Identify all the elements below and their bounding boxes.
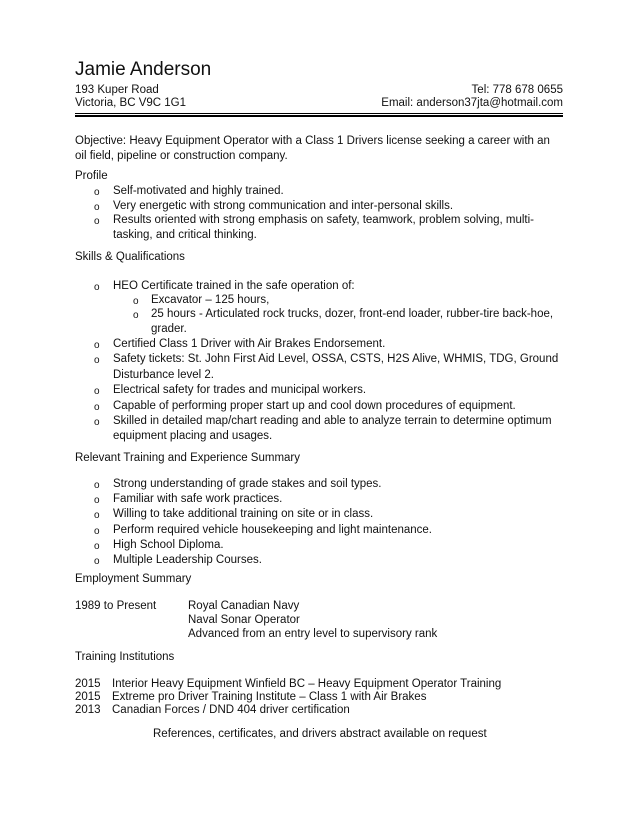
bullet: o: [94, 340, 100, 351]
objective-line-2: oil field, pipeline or construction company.: [75, 150, 288, 162]
bullet: o: [94, 480, 100, 491]
bullet: o: [94, 402, 100, 413]
bullet: o: [94, 282, 100, 293]
employment-employer: Royal Canadian Navy: [188, 600, 300, 612]
bullet: o: [94, 386, 100, 397]
training-item: Familiar with safe work practices.: [113, 493, 283, 505]
skill-electrical: Electrical safety for trades and municipal workers.: [113, 384, 367, 396]
objective-line-1: Objective: Heavy Equipment Operator with a Class 1 Drivers license seeking a career with an: [75, 135, 550, 147]
profile-item: Very energetic with strong communication and inter-personal skills.: [113, 200, 454, 212]
phone-number: Tel: 778 678 0655: [471, 84, 563, 96]
email-address: Email: anderson37jta@hotmail.com: [381, 97, 563, 109]
header-divider-thin: [75, 113, 563, 114]
skill-safety-tickets-continued: Disturbance level 2.: [113, 369, 214, 381]
training-item: Perform required vehicle housekeeping and light maintenance.: [113, 524, 433, 536]
employment-period: 1989 to Present: [75, 600, 157, 612]
profile-item: Self-motivated and highly trained.: [113, 185, 284, 197]
sub-bullet: o: [133, 310, 139, 321]
bullet: o: [94, 187, 100, 198]
profile-heading: Profile: [75, 170, 108, 182]
institution-year: 2013: [75, 704, 101, 716]
skill-safety-tickets: Safety tickets: St. John First Aid Level, OSSA, CSTS, H2S Alive, WHMIS, TDG, Ground: [113, 353, 559, 365]
skill-heo: HEO Certificate trained in the safe operation of:: [113, 280, 355, 292]
applicant-name: Jamie Anderson: [75, 59, 212, 80]
address-line-2: Victoria, BC V9C 1G1: [75, 97, 187, 109]
references-note: References, certificates, and drivers abstract available on request: [153, 728, 487, 740]
sub-bullet: o: [133, 296, 139, 307]
skill-heo-equipment: 25 hours - Articulated rock trucks, dozer, front-end loader, rubber-tire back-hoe,: [151, 308, 554, 320]
bullet: o: [94, 526, 100, 537]
bullet: o: [94, 495, 100, 506]
skill-map-reading-continued: equipment placing and usages.: [113, 430, 273, 442]
bullet: o: [94, 510, 100, 521]
bullet: o: [94, 541, 100, 552]
training-summary-heading: Relevant Training and Experience Summary: [75, 452, 301, 464]
training-item: Strong understanding of grade stakes and soil types.: [113, 478, 382, 490]
profile-item-continued: tasking, and critical thinking.: [113, 229, 257, 241]
skill-capable: Capable of performing proper start up and cool down procedures of equipment.: [113, 400, 516, 412]
bullet: o: [94, 202, 100, 213]
bullet: o: [94, 556, 100, 567]
training-item: High School Diploma.: [113, 539, 224, 551]
skill-heo-excavator: Excavator – 125 hours,: [151, 294, 270, 306]
address-line-1: 193 Kuper Road: [75, 84, 159, 96]
institution-name: Canadian Forces / DND 404 driver certification: [112, 704, 350, 716]
employment-detail: Advanced from an entry level to supervisory rank: [188, 628, 438, 640]
bullet: o: [94, 417, 100, 428]
employment-heading: Employment Summary: [75, 573, 192, 585]
employment-role: Naval Sonar Operator: [188, 614, 300, 626]
institution-year: 2015: [75, 691, 101, 703]
institutions-heading: Training Institutions: [75, 651, 175, 663]
skills-heading: Skills & Qualifications: [75, 251, 185, 263]
header-divider-thick: [75, 115, 563, 117]
training-item: Willing to take additional training on site or in class.: [113, 508, 374, 520]
skill-class1: Certified Class 1 Driver with Air Brakes Endorsement.: [113, 338, 386, 350]
institution-name: Interior Heavy Equipment Winfield BC – Heavy Equipment Operator Training: [112, 678, 502, 690]
profile-item: Results oriented with strong emphasis on safety, teamwork, problem solving, multi-: [113, 214, 534, 226]
training-item: Multiple Leadership Courses.: [113, 554, 262, 566]
skill-map-reading: Skilled in detailed map/chart reading and able to analyze terrain to determine optimum: [113, 415, 552, 427]
institution-name: Extreme pro Driver Training Institute – Class 1 with Air Brakes: [112, 691, 427, 703]
institution-year: 2015: [75, 678, 101, 690]
skill-heo-equipment-continued: grader.: [151, 323, 187, 335]
bullet: o: [94, 355, 100, 366]
bullet: o: [94, 216, 100, 227]
